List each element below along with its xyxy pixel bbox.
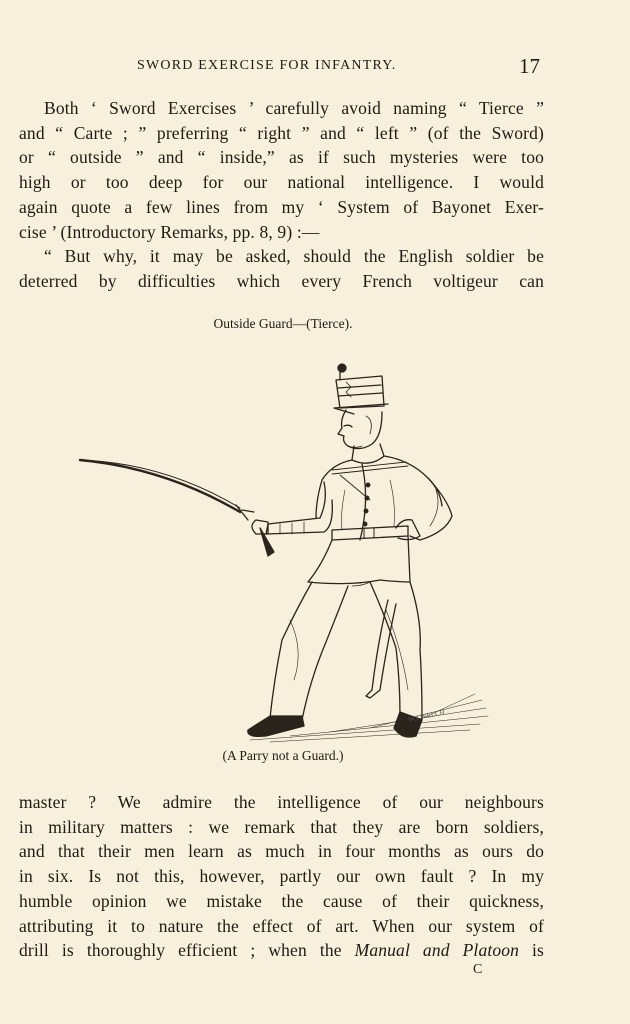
text-line [19, 938, 544, 963]
signature-letter: C [473, 962, 483, 977]
trousers [270, 582, 422, 720]
paragraph-top [19, 96, 544, 294]
sword-arm [252, 482, 332, 534]
figure-caption-bottom: (A Parry not a Guard.) [222, 748, 344, 763]
tunic [308, 444, 442, 584]
text-line: “ But why, it may be asked, should the English soldier be [44, 246, 544, 267]
text-line: Both ‘ Sword Exercises ’ carefully avoid naming “ Tierce ” [44, 98, 544, 118]
sword [80, 460, 274, 556]
text-line: cise ’ (Introductory Remarks, pp. 8, 9) :— [19, 221, 320, 242]
text-line: or “ outside ” and “ inside,” as if such mysteries were too [19, 147, 544, 168]
running-head [0, 54, 630, 78]
italic-title: Manual and Platoon [354, 940, 520, 961]
page-number: 17 [519, 54, 540, 78]
text-line: in military matters : we remark that they are born soldiers, [19, 816, 544, 837]
figure-caption-top: Outside Guard—(Tierce). [213, 316, 353, 331]
paragraph-bottom [19, 790, 544, 963]
text-line: and that their men learn as much in four months as ours do [19, 841, 544, 862]
text-line: attributing it to nature the effect of art. When our system of [19, 915, 544, 936]
shako [334, 364, 388, 414]
text-line: master ? We admire the intelligence of our neighbours [19, 792, 544, 812]
boots [248, 712, 422, 737]
text-line: and “ Carte ; ” preferring “ right ” and “ left ” (of the Sword) [19, 122, 544, 143]
hip-arm [396, 478, 452, 540]
text-line: again quote a few lines from my ‘ System of Bayonet Exer- [19, 196, 544, 217]
scabbard [366, 600, 396, 698]
text-fragment: is [519, 940, 544, 961]
running-title: SWORD EXERCISE FOR INFANTRY. [137, 58, 397, 73]
text-fragment: drill is thoroughly efficient ; when the [19, 940, 355, 961]
engraver-mark: W.J.WELCH [407, 708, 446, 724]
soldier-engraving [70, 350, 500, 745]
text-line: high or too deep for our national intelligence. I would [19, 172, 544, 193]
text-line: humble opinion we mistake the cause of their quickness, [19, 890, 544, 911]
text-line: in six. Is not this, however, partly our own fault ? In my [19, 866, 544, 887]
text-line: deterred by difficulties which every French voltigeur can [19, 270, 544, 291]
head [338, 410, 382, 449]
